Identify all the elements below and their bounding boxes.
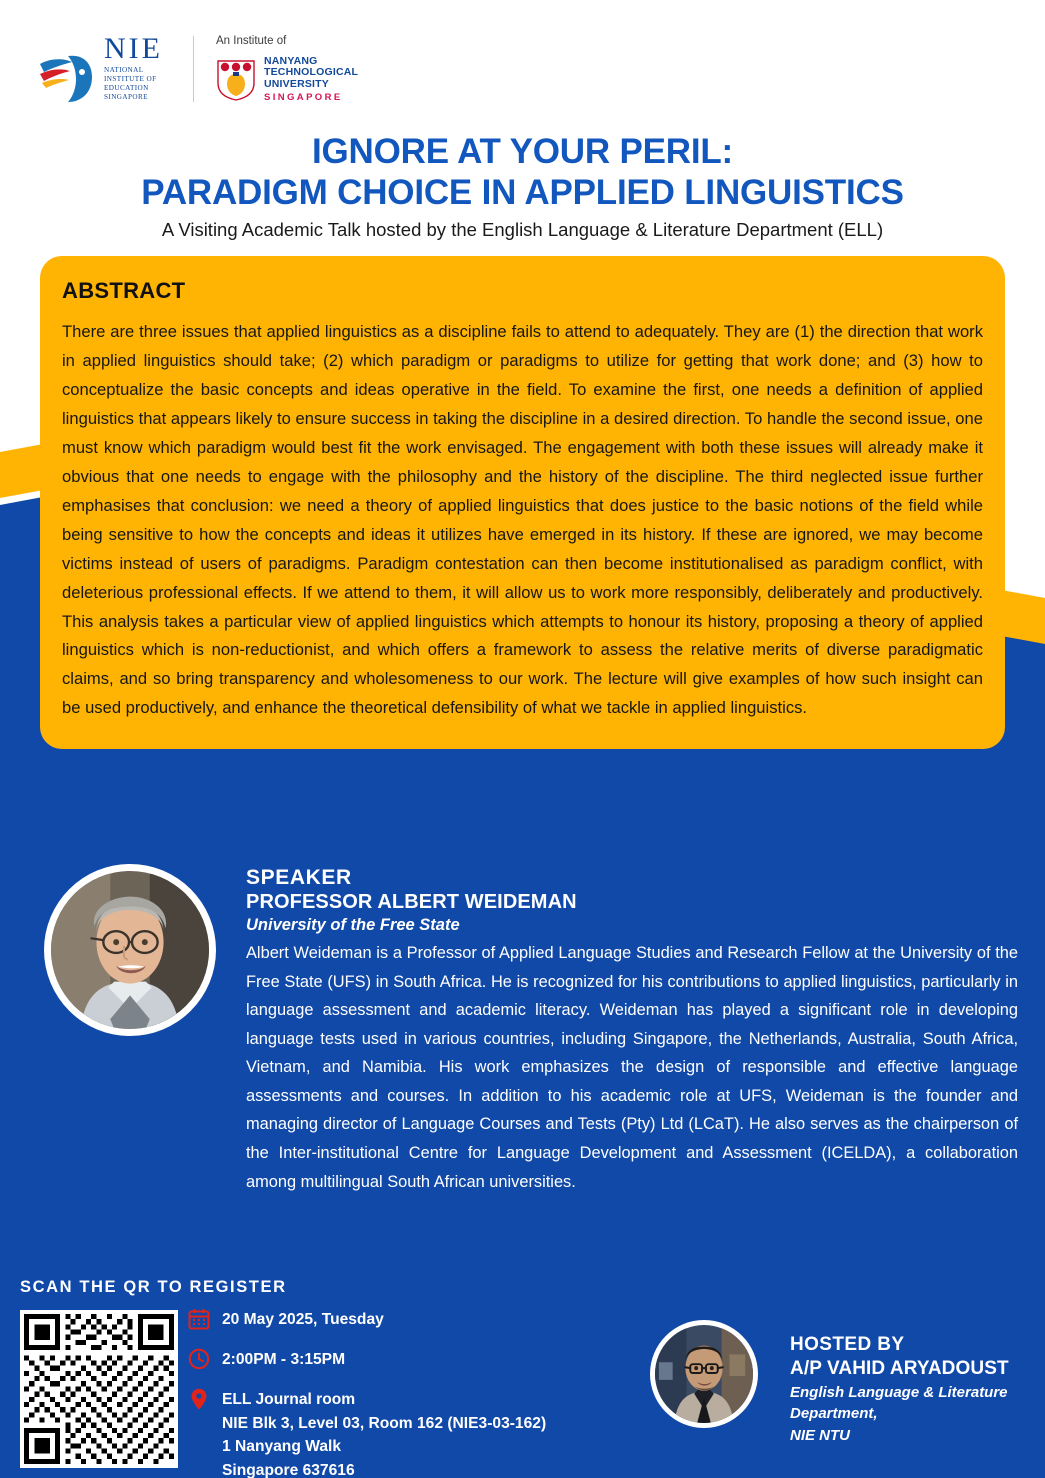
- page-subtitle: A Visiting Academic Talk hosted by the English Language & Literature Department (ELL): [161, 219, 884, 240]
- host-name: A/P VAHID ARYADOUST: [790, 1357, 1009, 1379]
- ntu-name-line1: NANYANG: [263, 54, 318, 67]
- host-avatar: [650, 1320, 758, 1428]
- host-info: [790, 1333, 1040, 1445]
- host-department-line3: NIE NTU: [790, 1426, 850, 1444]
- speaker-avatar: [44, 864, 216, 1036]
- venue-line-4: Singapore 637616: [222, 1462, 355, 1478]
- clock-icon: [186, 1346, 212, 1372]
- nie-fullname-line2: INSTITUTE OF: [104, 75, 157, 84]
- nie-fullname-line3: EDUCATION: [104, 84, 149, 92]
- ntu-name-line3: UNIVERSITY: [263, 78, 329, 91]
- abstract-heading: ABSTRACT: [62, 278, 186, 303]
- abstract-card: [40, 256, 1005, 749]
- header-logos: [38, 30, 358, 108]
- ntu-crest-icon: [216, 59, 256, 101]
- an-institute-of-label: An Institute of: [215, 34, 287, 47]
- host-portrait-image: [655, 1325, 753, 1423]
- calendar-icon: [186, 1306, 212, 1332]
- nie-lion-icon: [38, 52, 100, 104]
- nie-wordmark: [104, 34, 163, 103]
- ntu-singapore-label: SINGAPORE: [263, 91, 343, 103]
- detail-row-venue: [186, 1386, 616, 1478]
- page-title: [0, 132, 1045, 214]
- qr-code-image: [24, 1314, 174, 1464]
- ntu-logo: [216, 35, 358, 104]
- abstract-body: There are three issues that applied linguistics as a discipline fails to attend to adequately. They are (1) the direction that work in applied linguistics should take; (2) which paradigm or paradigms to utilize for getting that work done; and (3) how to conceptualize the basic concepts and ideas operative in the field. To examine the first, one needs a definition of applied linguistics that appears likely to ensure success in taking the discipline in a desired direction. To handle the second issue, one must know which paradigm would best fit the work envisaged. The engagement with both these issues will already make it obvious that one needs to engage with the philosophy and the history of the discipline. The third neglected issue further emphasises that conclusion: we need a theory of applied linguistics that does justice to the basic notions of the field while being sensitive to how the concepts and ideas it utilizes have emerged in its history. If these are ignored, we may become victims instead of users of paradigms. Paradigm contestation can then become institutionalised as paradigm conflict, with deleterious professional effects. If we attend to them, it will allow us to work more responsibly, deliberately and productively. This analysis takes a particular view of applied linguistics which attempts to honour its history, proposing a theory of applied linguistics which is non-reductionist, and which offers a framework to assess the relative merits of diverse paradigmatic claims, and so bring transparency and wholesomeness to our work. The lecture will give examples of how such insight can be used productively, and enhance the theoretical defensibility of what we tackle in applied linguistics.: [62, 322, 983, 718]
- event-venue: [222, 1386, 546, 1478]
- nie-acronym: NIE: [104, 32, 163, 66]
- venue-line-1: ELL Journal room: [222, 1391, 356, 1408]
- event-date: 20 May 2025, Tuesday: [222, 1311, 384, 1328]
- detail-row-date: [186, 1306, 616, 1332]
- speaker-portrait-image: [51, 871, 209, 1029]
- hosted-by-label: HOSTED BY: [790, 1334, 905, 1355]
- speaker-info: [246, 866, 1018, 1196]
- nie-fullname: [104, 66, 163, 101]
- speaker-name: PROFESSOR ALBERT WEIDEMAN: [246, 890, 577, 913]
- speaker-label: SPEAKER: [246, 866, 352, 889]
- nie-fullname-line1: NATIONAL: [104, 66, 144, 75]
- nie-fullname-line4: SINGAPORE: [104, 92, 148, 101]
- speaker-bio: Albert Weideman is a Professor of Applied Language Studies and Research Fellow at the University of the Free State (UFS) in South Africa. He is recognized for his contributions to applied linguistics, particularly in language assessment and academic literacy. Weideman has played a significant role in developing language tests used in various countries, including Singapore, the Netherlands, Australia, South Africa, Vietnam, and Namibia. His work emphasizes the design of responsible and effective language assessments and courses. In addition to his academic role at UFS, Weideman is the founder and managing director of Language Courses and Tests (Pty) Ltd (LCaT). He also serves as the chairperson of the Inter-institutional Centre for Language Development and Assessment (ICELDA), a collaboration among multilingual South African universities.: [246, 944, 1018, 1191]
- venue-line-3: 1 Nanyang Walk: [222, 1438, 342, 1456]
- logo-divider: [193, 36, 194, 102]
- qr-code[interactable]: [20, 1310, 178, 1468]
- venue-line-2: NIE Blk 3, Level 03, Room 162 (NIE3-03-162): [222, 1414, 547, 1432]
- host-department-line1: English Language & Literature: [790, 1383, 1008, 1401]
- location-pin-icon: [186, 1386, 212, 1412]
- event-details: [186, 1306, 616, 1478]
- nie-logo: [38, 34, 163, 103]
- title-line-2: PARADIGM CHOICE IN APPLIED LINGUISTICS: [141, 172, 904, 212]
- detail-row-time: [186, 1346, 616, 1372]
- host-department-line2: Department,: [790, 1405, 878, 1423]
- speaker-affiliation: University of the Free State: [246, 915, 460, 934]
- ntu-name-line2: TECHNOLOGICAL: [263, 66, 359, 79]
- scan-qr-heading: SCAN THE QR TO REGISTER: [20, 1278, 287, 1296]
- event-time: 2:00PM - 3:15PM: [222, 1351, 346, 1368]
- title-line-1: IGNORE AT YOUR PERIL:: [311, 132, 733, 171]
